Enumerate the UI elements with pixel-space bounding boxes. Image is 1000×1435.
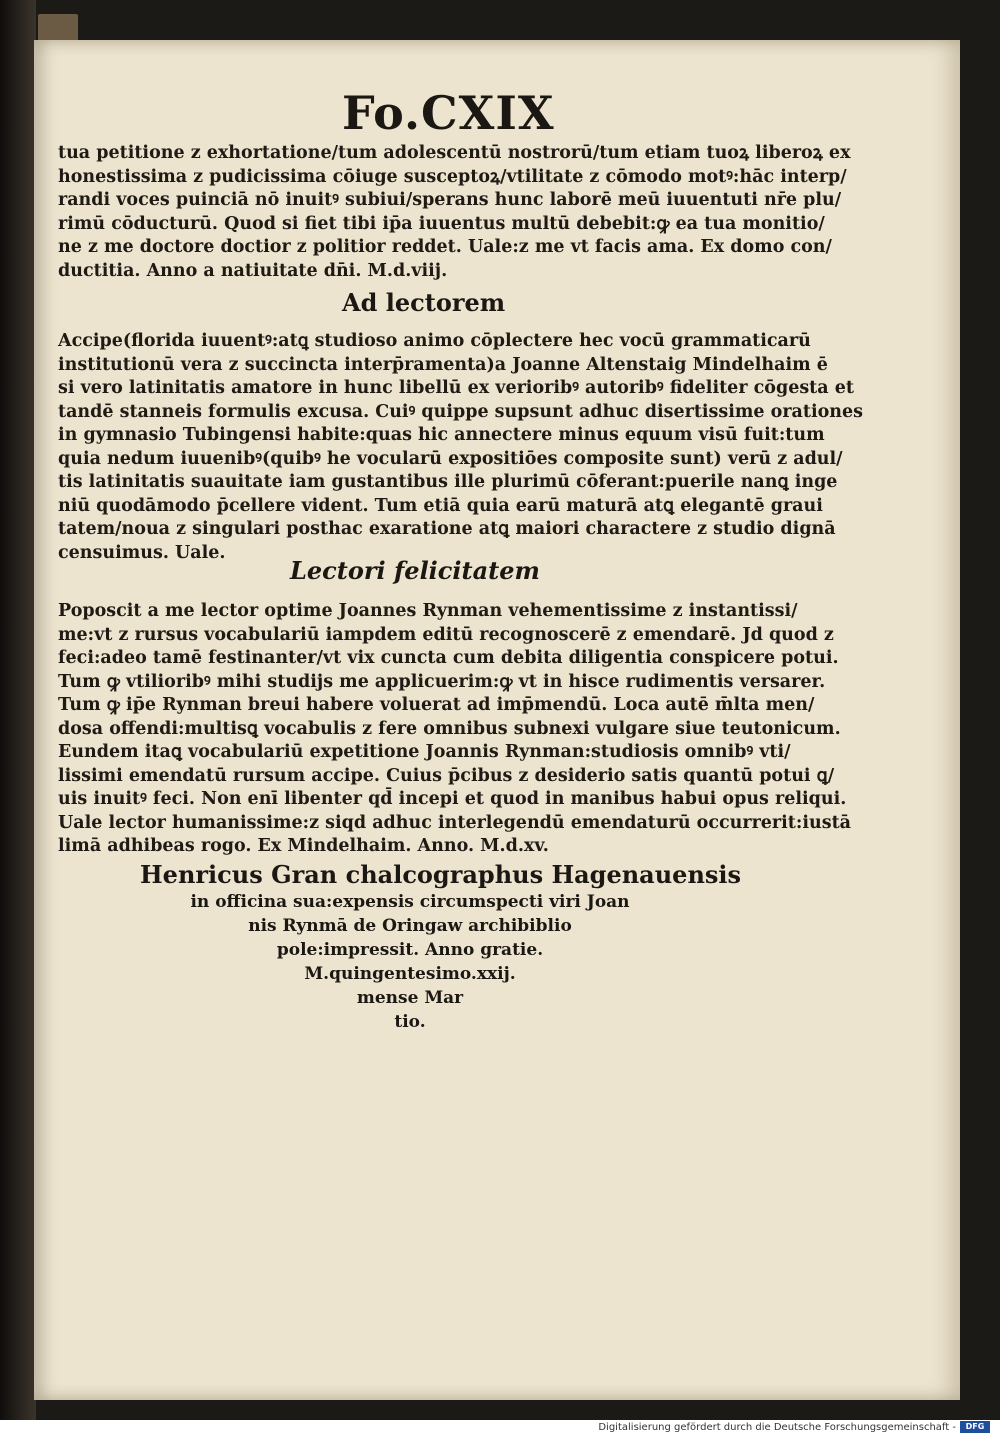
heading-lectori-felicitatem: Lectori felicitatem <box>290 556 540 585</box>
heading-ad-lectorem: Ad lectorem <box>342 288 506 317</box>
text-line: tua petitione z exhortatione/tum adolescentū nostrorū/tum etiam tuoꝝ liberoꝝ ex <box>58 143 851 163</box>
text-line: uis inuitꝰ feci. Non enī libenter qd̄ incepi et quod in manibus habui opus reliqui. <box>58 789 847 809</box>
text-line: Poposcit a me lector optime Joannes Rynman vehementissime z instantissi/ <box>58 601 798 621</box>
text-line: Accipe(florida iuuentꝰ:atꝗ studioso animo cōplectere hec vocū grammaticarū <box>58 331 811 351</box>
text-line: censuimus. Uale. <box>58 542 226 563</box>
colophon <box>100 860 742 1034</box>
top-paragraph <box>58 142 851 283</box>
text-line: institutionū vera z succincta interp̄ramenta)a Joanne Altenstaig Mindelhaim ē <box>58 354 828 375</box>
colophon-line: pole:impressit. Anno gratie. <box>276 940 544 960</box>
text-line: tis latinitatis suauitate iam gustantibus ille plurimū cōferant:puerile nanꝗ inge <box>58 472 838 492</box>
colophon-line: tio. <box>394 1012 426 1032</box>
text-line: ne z me doctore doctior z politior reddet. Uale:z me vt facis ama. Ex domo con/ <box>58 237 832 257</box>
colophon-line: nis Rynmā de Oringaw archibiblio <box>248 916 572 936</box>
text-line: dosa offendi:multisꝗ vocabulis z fere omnibus subnexi vulgare siue teutonicum. <box>58 718 841 739</box>
text-line: tatem/noua z singulari posthac exaratione atꝗ maiori charactere z studio dignā <box>58 519 836 539</box>
text-line: Tum ꝙ ip̄e Rynman breui habere voluerat ad imp̄mendū. Loca autē m̄lta men/ <box>58 695 815 715</box>
reader-paragraph <box>58 330 863 565</box>
text-line: limā adhibeas rogo. Ex Mindelhaim. Anno. M.d.xv. <box>58 836 549 856</box>
text-line: tandē stanneis formulis excusa. Cuiꝰ quippe supsunt adhuc disertissime orationes <box>58 401 863 422</box>
text-line: in gymnasio Tubingensi habite:quas hic annectere minus equum visū fuit:tum <box>58 425 825 445</box>
colophon-line: M.quingentesimo.xxij. <box>304 964 516 984</box>
text-line: niū quodāmodo p̄cellere vident. Tum etiā quia earū maturā atꝗ elegantē graui <box>58 495 823 516</box>
colophon-printer: Henricus Gran chalcographus Hagenauensis <box>140 860 742 889</box>
text-line: honestissima z pudicissima cōiuge susceptoꝝ/vtilitate z cōmodo motꝰ:hāc interp/ <box>58 166 847 187</box>
felicitatem-paragraph <box>58 600 851 859</box>
folio-number: Fo.CXIX <box>342 86 555 140</box>
book-binding <box>0 0 36 1420</box>
colophon-line: mense Mar <box>356 988 464 1008</box>
text-line: Uale lector humanissime:z siqd adhuc interlegendū emendaturū occurrerit:iustā <box>58 812 851 833</box>
text-line: me:vt z rursus vocabulariū iampdem editū recognoscerē z emendarē. Jd quod z <box>58 624 834 645</box>
text-line: si vero latinitatis amatore in hunc libellū ex verioribꝰ autoribꝰ fideliter cōgesta et <box>58 378 854 398</box>
text-line: Eundem itaꝗ vocabulariū expetitione Joannis Rynman:studiosis omnibꝰ vti/ <box>58 742 791 762</box>
text-line: quia nedum iuuenibꝰ(quibꝰ he vocularū expositiōes composite sunt) verū z adul/ <box>58 448 843 469</box>
text-line: lissimi emendatū rursum accipe. Cuius p̄cibus z desiderio satis quantū potui ꝗ/ <box>58 765 835 786</box>
funding-notice: Digitalisierung gefördert durch die Deutsche Forschungsgemeinschaft - <box>598 1422 956 1433</box>
dfg-logo: DFG <box>960 1421 990 1433</box>
text-line: randi voces puinciā nō inuitꝰ subiui/sperans hunc laborē meū iuuentuti nr̄e plu/ <box>58 190 842 210</box>
text-line: rimū cōducturū. Quod si fiet tibi ip̄a iuuentus multū debebit:ꝙ ea tua monitio/ <box>58 213 825 234</box>
text-line: feci:adeo tamē festinanter/vt vix cuncta cum debita diligentia conspicere potui. <box>58 648 839 668</box>
text-line: ductitia. Anno a natiuitate dn̄i. M.d.viij. <box>58 260 448 281</box>
colophon-line: in officina sua:expensis circumspecti viri Joan <box>190 892 630 912</box>
text-line: Tum ꝙ vtilioribꝰ mihi studijs me applicuerim:ꝙ vt in hisce rudimentis versarer. <box>58 671 826 692</box>
